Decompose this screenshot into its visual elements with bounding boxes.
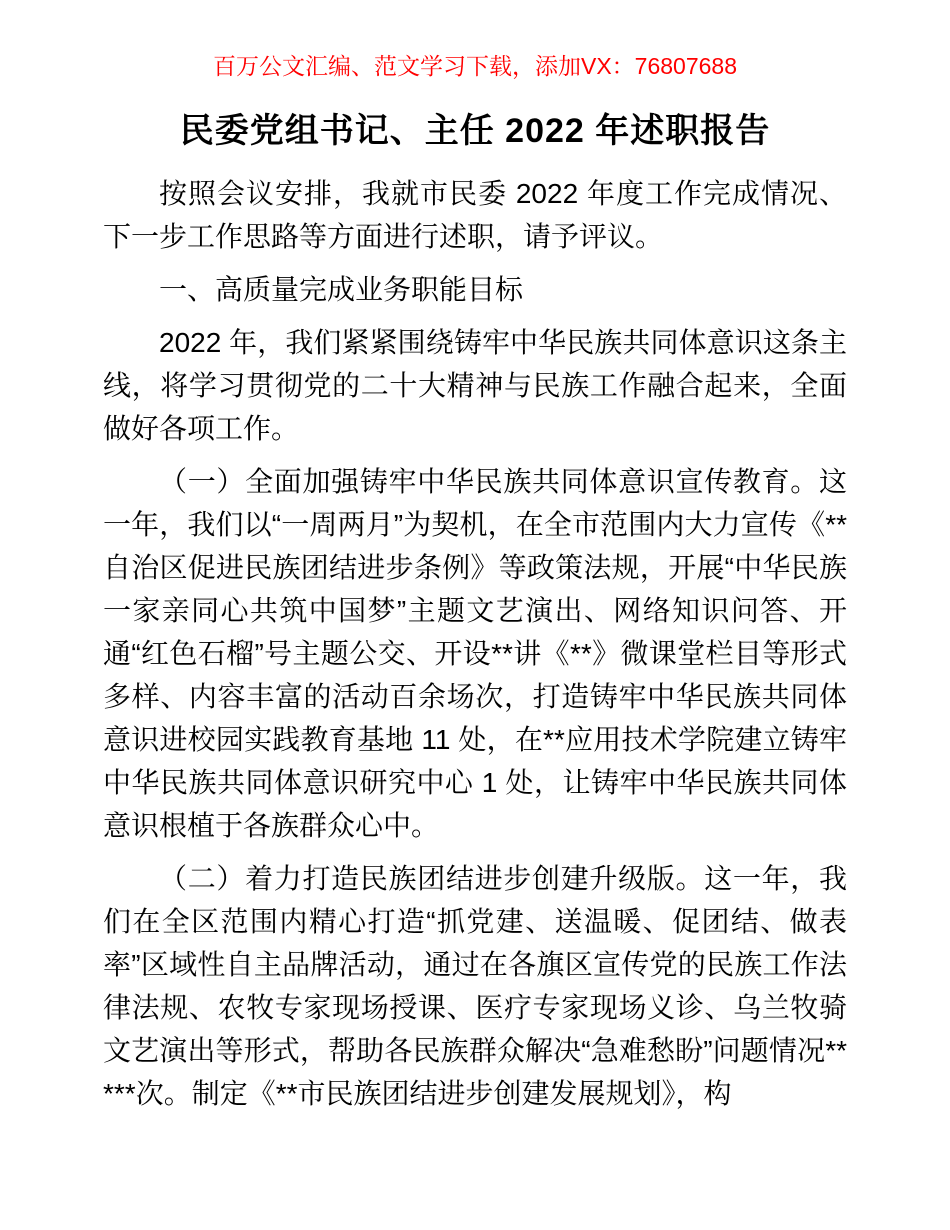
section-heading-1: 一、高质量完成业务职能目标: [159, 274, 524, 305]
document-body: [103, 172, 847, 1115]
paragraph-overview: 2022 年，我们紧紧围绕铸牢中华民族共同体意识这条主线，将学习贯彻党的二十大精神与民族工作融合起来，全面做好各项工作。: [103, 327, 847, 444]
watermark-notice: 百万公文汇编、范文学习下载，添加VX：76807688: [212, 53, 737, 79]
paragraph-item-2: （二）着力打造民族团结进步创建升级版。这一年，我们在全区范围内精心打造“抓党建、送温暖、促团结、做表率”区域性自主品牌活动，通过在各旗区宣传党的民族工作法律法规、农牧专家现场授课、医疗专家现场义诊、乌兰牧骑文艺演出等形式，帮助各民族群众解决“急难愁盼”问题情况*****次。制定《**市民族团结进步创建发展规划》，构: [103, 863, 847, 1109]
document-title: 民委党组书记、主任 2022 年述职报告: [179, 112, 771, 150]
paragraph-intro: 按照会议安排，我就市民委 2022 年度工作完成情况、下一步工作思路等方面进行述职，请予评议。: [103, 178, 847, 252]
paragraph-item-1: （一）全面加强铸牢中华民族共同体意识宣传教育。这一年，我们以“一周两月”为契机，在全市范围内大力宣传《**自治区促进民族团结进步条例》等政策法规，开展“中华民族一家亲同心共筑中国梦”主题文艺演出、网络知识问答、开通“红色石榴”号主题公交、开设**讲《**》微课堂栏目等形式多样、内容丰富的活动百余场次，打造铸牢中华民族共同体意识进校园实践教育基地 11 处，在**应用技术学院建立铸牢中华民族共同体意识研究中心 1 处，让铸牢中华民族共同体意识根植于各族群众心中。: [103, 466, 847, 841]
